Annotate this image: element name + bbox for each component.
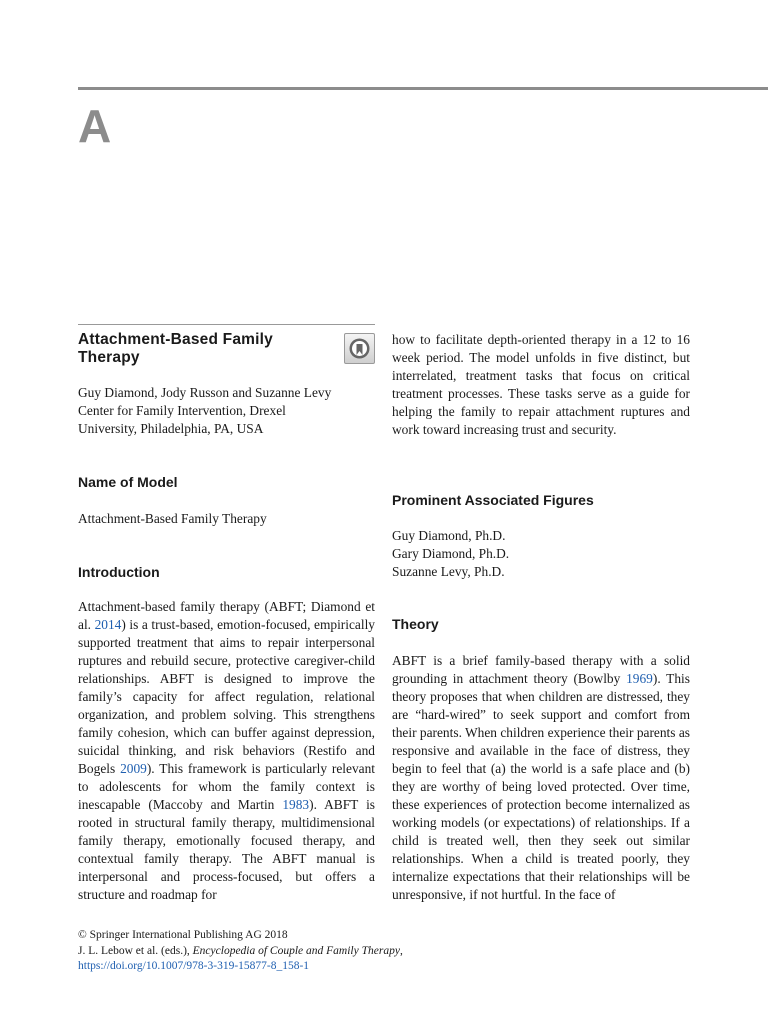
figure-name: Guy Diamond, Ph.D. — [392, 528, 506, 543]
doi-link[interactable]: https://doi.org/10.1007/978-3-319-15877-8_158-1 — [78, 960, 310, 972]
crossmark-icon[interactable] — [344, 333, 375, 364]
author-names: Guy Diamond, Jody Russon and Suzanne Levy — [78, 385, 332, 400]
figure-name: Gary Diamond, Ph.D. — [392, 546, 510, 561]
name-of-model-text: Attachment-Based Family Therapy — [78, 511, 267, 526]
citation-link-2014[interactable]: 2014 — [94, 617, 122, 632]
introduction-paragraph — [78, 598, 375, 904]
intro-text-3: ). This framework is particularly relevant to adolescents for whom the family context is inescapable (Maccoby and Martin — [78, 761, 376, 812]
heading-name-of-model: Name of Model — [78, 474, 178, 490]
citation-editors: J. L. Lebow et al. (eds.), — [78, 944, 193, 957]
intro-text-2: ) is a trust-based, emotion-focused, empirically supported treatment that aims to repair interpersonal ruptures and rebuild secure, protective caregiver-child relationships. ABFT is designed to improve the family’s capacity for affect regulation, relational organization, and problem solving. This strengthens family cohesion, which can buffer against depression, suicidal thinking, and risk behaviors (Restifo and Bogels — [78, 617, 375, 776]
citation-link-2009[interactable]: 2009 — [120, 761, 147, 776]
figure-name: Suzanne Levy, Ph.D. — [392, 564, 505, 579]
citation-line — [78, 944, 478, 960]
author-affiliation: Center for Family Intervention, Drexel University, Philadelphia, PA, USA — [78, 403, 286, 436]
top-rule — [78, 87, 768, 90]
heading-introduction: Introduction — [78, 564, 160, 580]
entry-title: Attachment-Based Family Therapy — [78, 331, 273, 366]
column-rule — [78, 324, 375, 325]
footer — [78, 928, 478, 975]
copyright-notice: © Springer International Publishing AG 2018 — [78, 929, 288, 941]
citation-book-title: Encyclopedia of Couple and Family Therapy — [192, 944, 400, 957]
crossmark-glyph — [345, 334, 374, 363]
section-letter: A — [78, 100, 112, 152]
theory-text-2: ). This theory proposes that when children are distressed, they are “hard-wired” to seek support and comfort from their parents. When children experience their parents as responsive and available in the face of distress, they begin to feel that (a) the world is a safe place and (b) they are worthy of being loved protected. Over time, these experiences of protection become internalized as working models (or expectations) of relationships. If a child is treated well, then they seek out similar relationships. When a child is treated poorly, they internalize expectations that their relationships will be unresponsive, if not hurtful. In the face of — [392, 671, 690, 902]
citation-link-1969[interactable]: 1969 — [626, 671, 653, 686]
heading-prominent-figures: Prominent Associated Figures — [392, 492, 594, 508]
intro-text-4: ). ABFT is rooted in structural family therapy, multidimensional family therapy, emotionally focused therapy, and contextual family therapy. The ABFT manual is interpersonal and process-focused, but offers a structure and roadmap for — [78, 797, 375, 902]
citation-link-1983[interactable]: 1983 — [282, 797, 310, 812]
figures-list — [392, 527, 690, 581]
theory-paragraph — [392, 652, 690, 904]
intro-text-1: Attachment-based family therapy (ABFT; Diamond et al. — [78, 599, 375, 632]
citation-comma: , — [399, 944, 403, 957]
theory-text-1: ABFT is a brief family-based therapy with a solid grounding in attachment theory (Bowlby — [392, 653, 690, 686]
authors-block — [78, 384, 375, 438]
introduction-continued: how to facilitate depth-oriented therapy in a 12 to 16 week period. The model unfolds in five distinct, but interrelated, treatment tasks that focus on critical treatment processes. These tasks serve as a guide for helping the family to repair attachment ruptures and work toward increasing trust and security. — [392, 332, 690, 437]
heading-theory: Theory — [392, 616, 439, 632]
